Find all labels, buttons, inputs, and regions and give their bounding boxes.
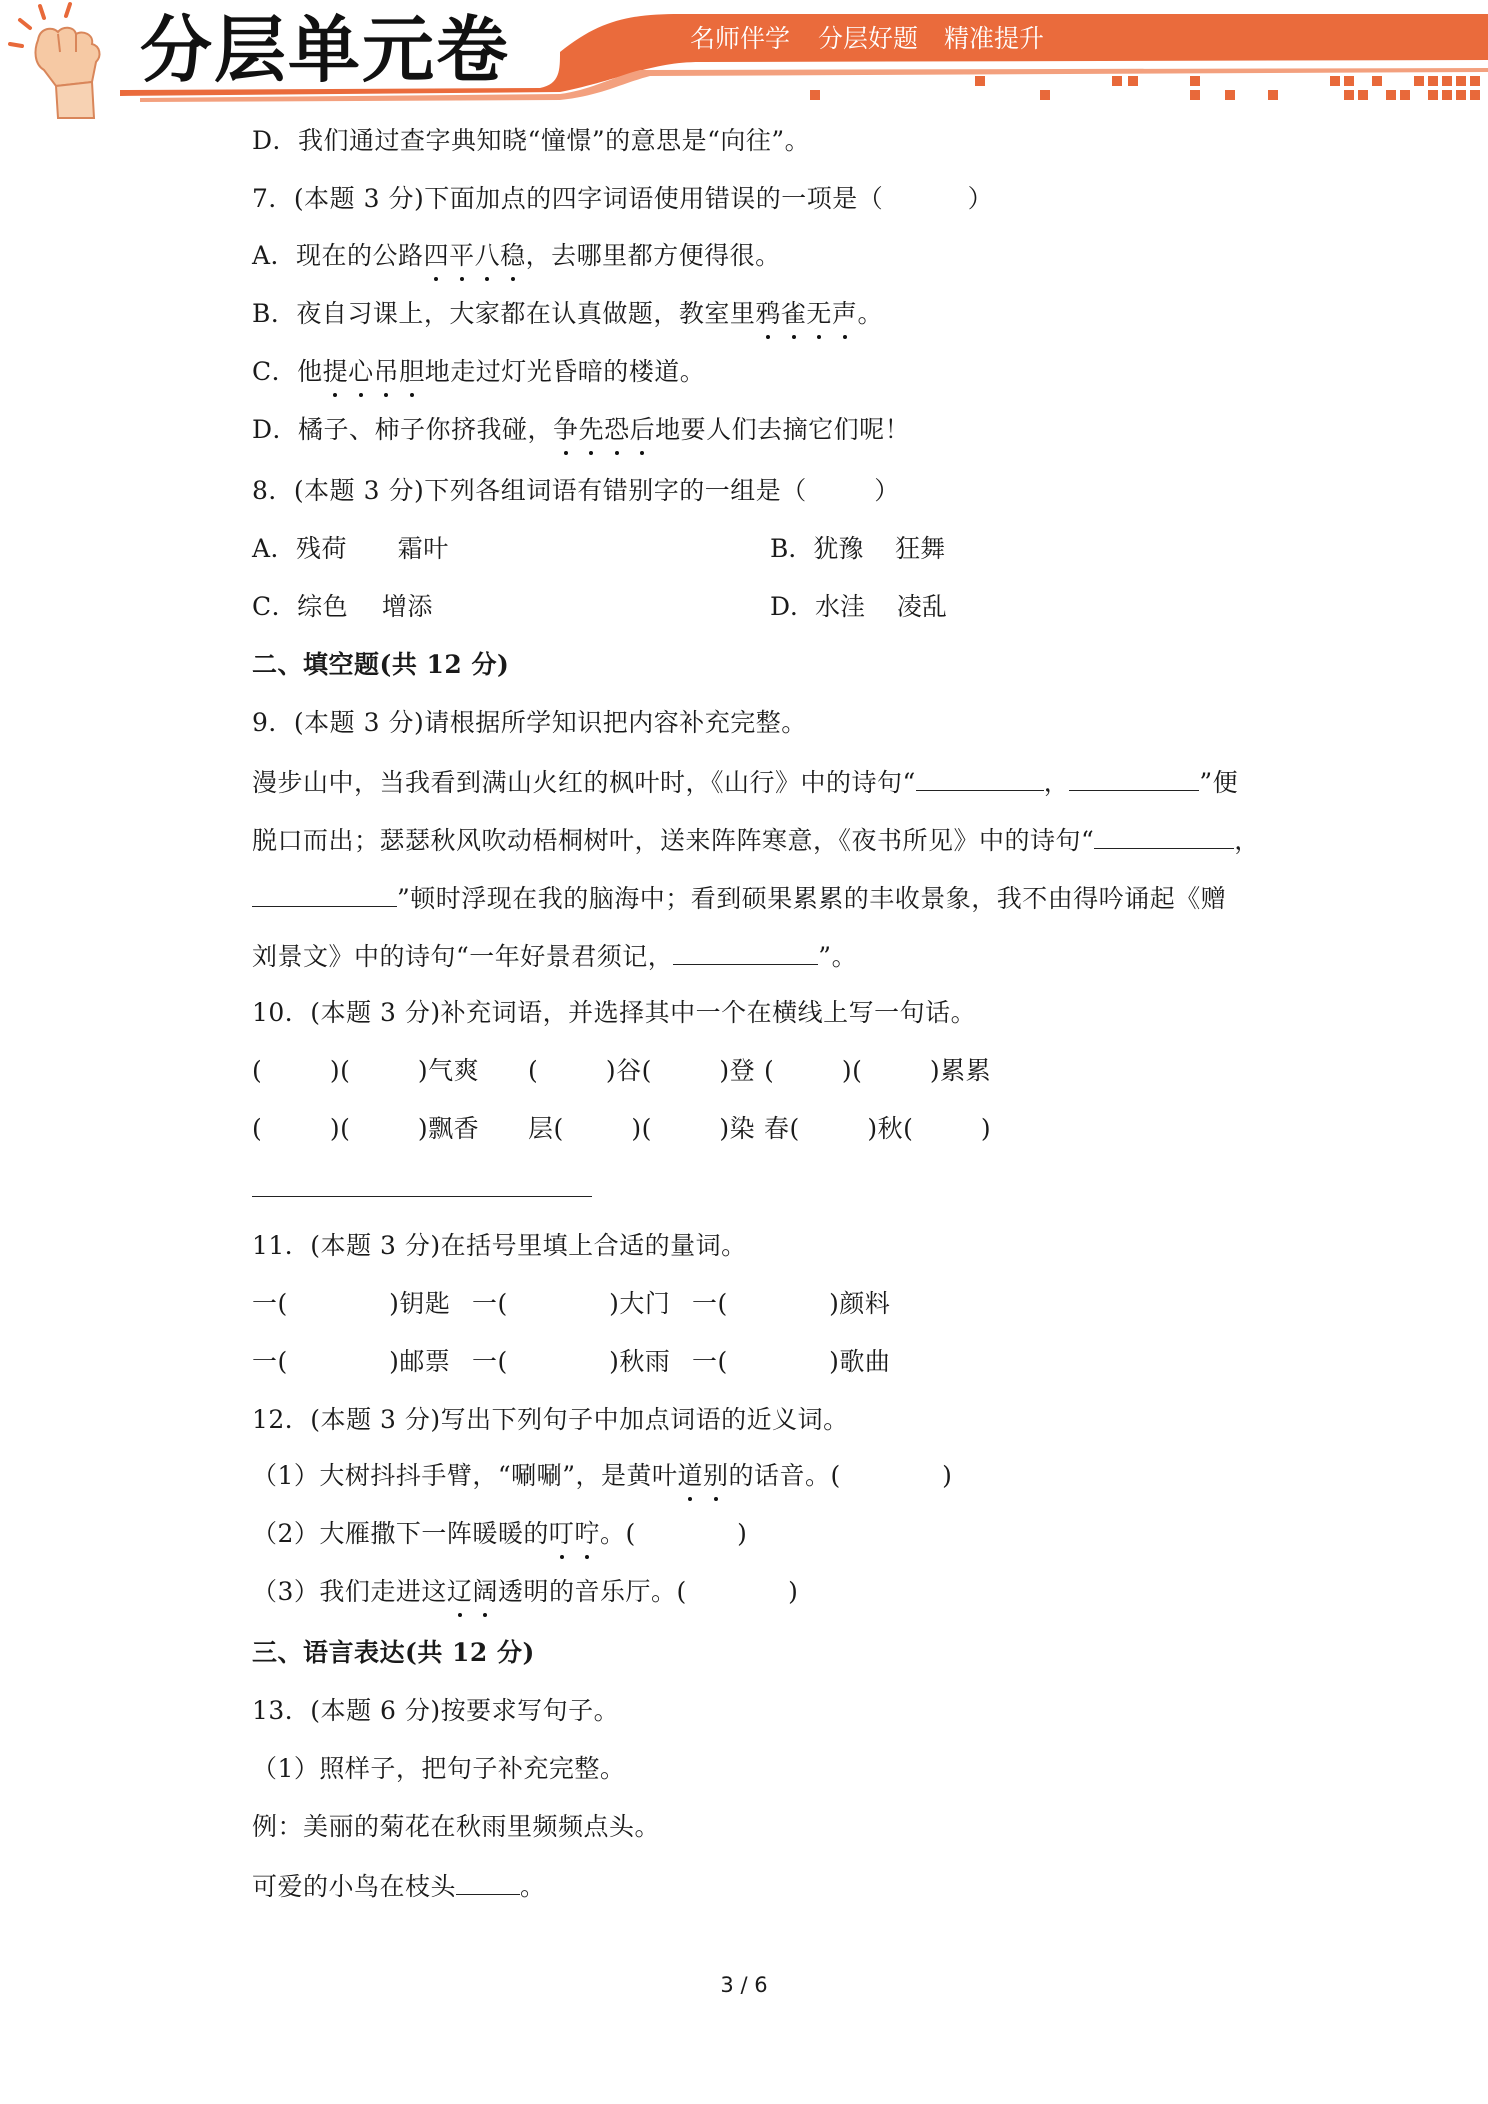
answer-blank[interactable] [916, 764, 1044, 791]
dotted-char: 后 [630, 413, 656, 447]
q13-stem: 13．(本题 6 分)按要求写句子。 [252, 1696, 620, 1725]
q6-option-d: D．我们通过查字典知晓“憧憬”的意思是“向往”。 [252, 126, 811, 155]
q13-sub-1: （1）照样子，把句子补充完整。 [252, 1754, 626, 1783]
dotted-char: 八 [475, 239, 501, 273]
dotted-char: 恐 [604, 413, 630, 447]
dotted-char: 叮 [549, 1517, 575, 1551]
dotted-char: 四 [424, 239, 450, 273]
q9-line-2 [252, 822, 1260, 858]
q7d-pre: D．橘子、柿子你挤我碰， [252, 415, 554, 444]
brand-title: 分层单元卷 [140, 8, 511, 92]
q7-option-d [252, 413, 910, 447]
dotted-char: 无 [806, 297, 832, 331]
q12-text: 透明的音乐厅。( ) [497, 1577, 799, 1606]
dotted-char: 争 [553, 413, 579, 447]
q13-prompt [252, 1868, 546, 1904]
q8-stem: 8．(本题 3 分)下列各组词语有错别字的一组是（ ） [252, 476, 900, 505]
section-2-heading: 二、填空题(共 12 分) [252, 650, 510, 679]
q9-text: 刘景文》中的诗句“一年好景君须记， [252, 942, 674, 971]
q8-option-a: A．残荷 霜叶 [252, 534, 449, 563]
q13-text: 。 [520, 1872, 546, 1901]
dotted-char: 辽 [447, 1575, 473, 1609]
dotted-char: 别 [703, 1459, 729, 1493]
q7c-post: 地走过灯光昏暗的楼道。 [424, 357, 706, 386]
answer-blank[interactable] [1094, 822, 1234, 849]
q8-option-c: C．综色 增添 [252, 592, 433, 621]
page-number: 3 / 6 [720, 1973, 768, 1997]
dotted-char: 胆 [399, 355, 425, 389]
q10-item: ( )( )飘香 [252, 1114, 480, 1143]
slogan-3: 精准提升 [944, 24, 1045, 53]
q9-stem: 9．(本题 3 分)请根据所学知识把内容补充完整。 [252, 708, 807, 737]
q9-text: ”。 [818, 942, 858, 971]
q8-option-b: B．犹豫 狂舞 [770, 534, 946, 563]
answer-blank[interactable] [252, 1170, 592, 1197]
dotted-char: 雀 [781, 297, 807, 331]
dotted-char: 稳 [500, 239, 526, 273]
q9-line-3 [252, 880, 1226, 916]
q7a-post: ，去哪里都方便得很。 [525, 241, 781, 270]
q10-stem: 10．(本题 3 分)补充词语，并选择其中一个在横线上写一句话。 [252, 998, 977, 1027]
q10-item: ( )( )累累 [764, 1056, 992, 1085]
q13-example: 例：美丽的菊花在秋雨里频频点头。 [252, 1812, 661, 1841]
q9-text: ”便 [1199, 768, 1239, 797]
dotted-char: 心 [348, 355, 374, 389]
dotted-char: 咛 [574, 1517, 600, 1551]
q10-item: 春( )秋( ) [764, 1114, 992, 1143]
q9-text: 脱口而出；瑟瑟秋风吹动梧桐树叶，送来阵阵寒意，《夜书所见》中的诗句“ [252, 826, 1095, 855]
q7c-pre: C．他 [252, 357, 323, 386]
dotted-char: 鸦 [755, 297, 781, 331]
q12-text: （1）大树抖抖手臂，“唰唰”，是黄叶 [252, 1461, 678, 1490]
section-3-heading: 三、语言表达(共 12 分) [252, 1638, 535, 1667]
q9-line-4 [252, 938, 857, 974]
answer-blank[interactable] [1069, 764, 1199, 791]
answer-blank[interactable] [252, 880, 397, 907]
q11-item: 一( )秋雨 [472, 1347, 671, 1376]
q7b-pre: B．夜自习课上，大家都在认真做题，教室里 [252, 299, 756, 328]
q7b-post: 。 [857, 299, 883, 328]
q7-stem: 7．(本题 3 分)下面加点的四字词语使用错误的一项是（ ） [252, 184, 994, 213]
q10-item: ( )( )气爽 [252, 1056, 480, 1085]
q13-text: 可爱的小鸟在枝头 [252, 1872, 457, 1901]
q11-item: 一( )邮票 [252, 1347, 451, 1376]
q12-text: （3）我们走进这 [252, 1577, 447, 1606]
q7-option-b [252, 297, 883, 331]
dotted-char: 阔 [472, 1575, 498, 1609]
q10-answer-line[interactable] [252, 1170, 592, 1206]
dotted-char: 道 [677, 1459, 703, 1493]
dotted-char: 提 [323, 355, 349, 389]
q12-text: 的话音。( ) [728, 1461, 953, 1490]
answer-blank[interactable] [456, 1868, 520, 1895]
page-header [0, 0, 1488, 120]
dotted-char: 吊 [374, 355, 400, 389]
q12-item-3 [252, 1575, 798, 1609]
q10-item: 层( )( )染 [528, 1114, 756, 1143]
q12-item-1 [252, 1459, 952, 1493]
q9-line-1 [252, 764, 1238, 800]
q12-stem: 12．(本题 3 分)写出下列句子中加点词语的近义词。 [252, 1405, 849, 1434]
answer-blank[interactable] [673, 938, 818, 965]
q7d-post: 地要人们去摘它们呢！ [655, 415, 911, 444]
q11-stem: 11．(本题 3 分)在括号里填上合适的量词。 [252, 1231, 747, 1260]
q10-item: ( )谷( )登 [528, 1056, 756, 1085]
q7-option-c [252, 355, 705, 389]
slogan-2: 分层好题 [818, 24, 919, 53]
q9-comma: ， [1043, 768, 1070, 797]
q9-text: 漫步山中，当我看到满山火红的枫叶时，《山行》中的诗句“ [252, 768, 916, 797]
q7-option-a [252, 239, 781, 273]
dotted-char: 平 [449, 239, 475, 273]
q9-comma: ， [1234, 826, 1260, 855]
q11-item: 一( )大门 [472, 1289, 671, 1318]
q12-item-2 [252, 1517, 747, 1551]
q11-item: 一( )钥匙 [252, 1289, 451, 1318]
slogan-1: 名师伴学 [690, 24, 791, 53]
q7a-pre: A．现在的公路 [252, 241, 424, 270]
q12-text: （2）大雁撒下一阵暖暖的 [252, 1519, 549, 1548]
dotted-char: 声 [832, 297, 858, 331]
q12-text: 。( ) [599, 1519, 748, 1548]
dotted-char: 先 [579, 413, 605, 447]
q8-option-d: D．水洼 凌乱 [770, 592, 947, 621]
q11-item: 一( )颜料 [692, 1289, 891, 1318]
fist-logo-icon [0, 0, 120, 120]
q11-item: 一( )歌曲 [692, 1347, 891, 1376]
q9-text: ”顿时浮现在我的脑海中；看到硕果累累的丰收景象，我不由得吟诵起《赠 [397, 884, 1227, 913]
